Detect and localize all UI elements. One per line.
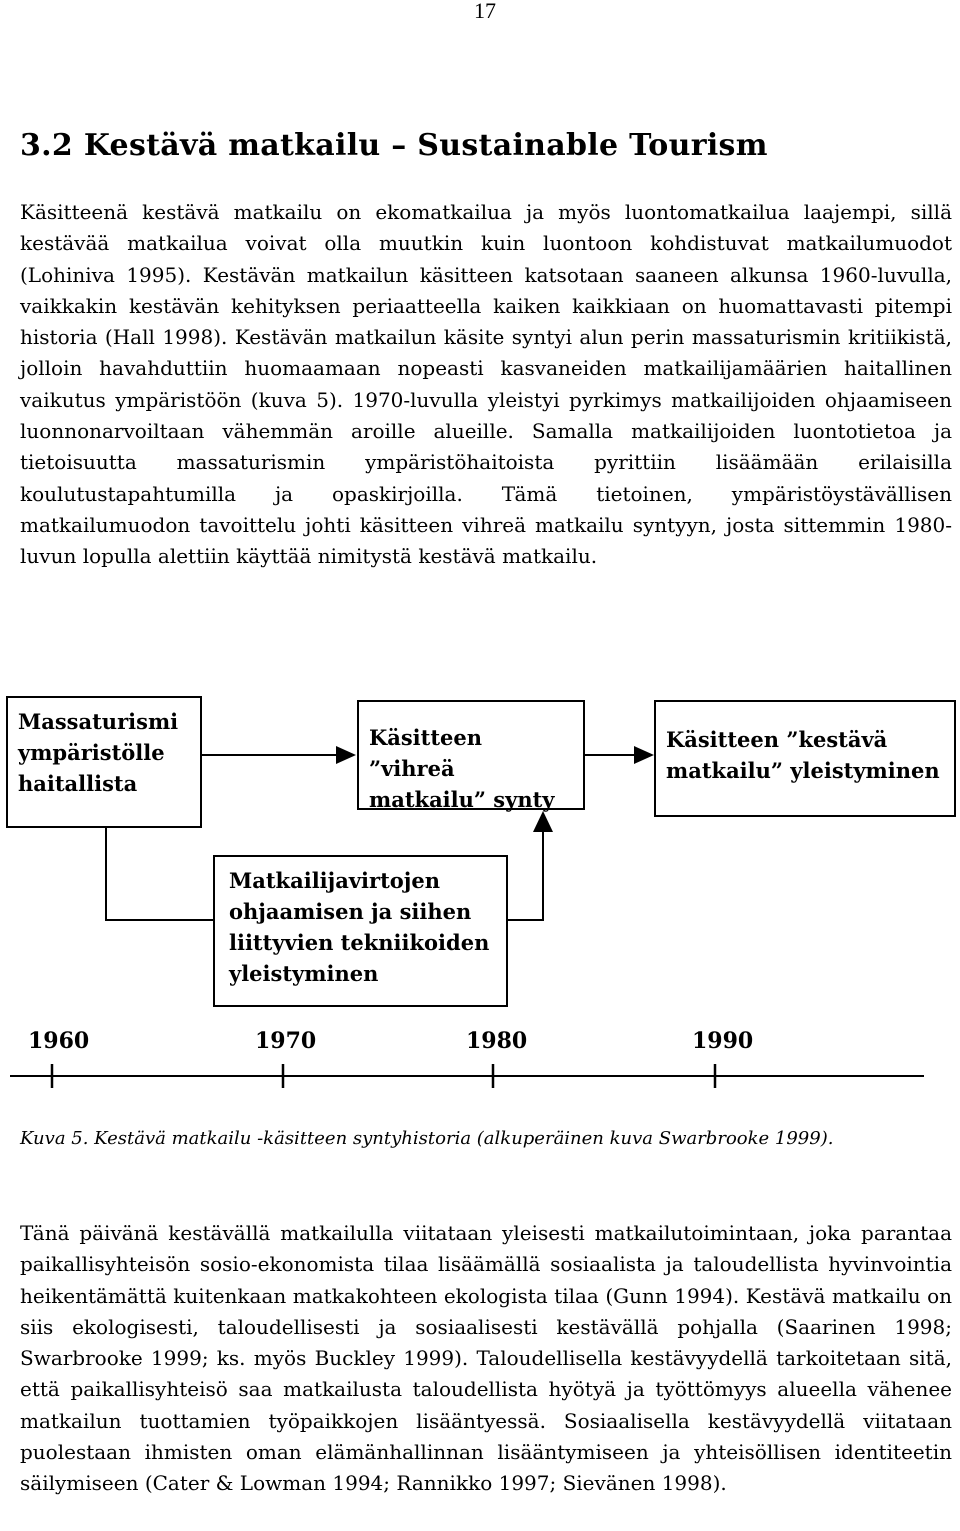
figure-caption: Kuva 5. Kestävä matkailu -käsitteen syntyhistoria (alkuperäinen kuva Swarbrooke 1999).	[20, 1128, 834, 1149]
box-vihrea-matkailu: Käsitteen ”vihreä matkailu” synty	[357, 700, 585, 810]
year-label-1970: 1970	[255, 1028, 317, 1054]
body-paragraph-1: Käsitteenä kestävä matkailu on ekomatkailua ja myös luontomatkailua laajempi, sillä kestävää matkailua voivat olla muutkin kuin luontoon kohdistuvat matkailumuodot (Lohiniva 1995). Kestävän matkailun käsitteen katsotaan saaneen alkunsa 1960-luvulla, vaikkakin kestävän kehityksen periaatteella kaiken kaikkiaan on huomattavasti pitempi historia (Hall 1998). Kestävän matkailun käsite syntyi alun perin massaturismin kritiikistä, jolloin havahduttiin huomaamaan nopeasti kasvaneiden matkailijamäärien haitallinen vaikutus ympäristöön (kuva 5). 1970-luvulla yleistyi pyrkimys matkailijoiden ohjaamiseen luonnonarvoiltaan vähemmän aroille alueille. Samalla matkailijoiden luontotietoa ja tietoisuutta massaturismin ympäristöhaitoista pyrittiin lisäämään erilaisilla koulutustapahtumilla ja opaskirjoilla. Tämä tietoinen, ympäristöystävällisen matkailumuodon tavoittelu johti käsitteen vihreä matkailu syntyyn, josta sittemmin 1980-luvun lopulla alettiin käyttää nimitystä kestävä matkailu.	[20, 200, 952, 569]
connector-left	[106, 828, 213, 920]
connector-right	[508, 832, 543, 920]
arrowhead-1	[336, 746, 356, 764]
year-label-1990: 1990	[692, 1028, 754, 1054]
box-kestava-matkailu: Käsitteen ”kestävä matkailu” yleistyminen	[654, 700, 956, 817]
box-matkailijavirtojen-ohjaus: Matkailijavirtojen ohjaamisen ja siihen liittyvien tekniikoiden yleistyminen	[213, 855, 508, 1007]
year-label-1960: 1960	[28, 1028, 90, 1054]
body-paragraph-2: Tänä päivänä kestävällä matkailulla viitataan yleisesti matkailutoimintaan, joka parantaa paikallisyhteisön sosio-ekonomista tilaa lisäämällä sosiaalista ja taloudellista hyvinvointia heikentämättä kuitenkaan matkakohteen ekologista tilaa (Gunn 1994). Kestävä matkailu on siis ekologisesti, taloudellisesti ja sosiaalisesti kestävällä pohjalla (Saarinen 1998; Swarbrooke 1999; ks. myös Buckley 1999). Taloudellisella kestävyydellä tarkoitetaan sitä, että paikallisyhteisö saa matkailusta taloudellista hyötyä ja työttömyys alueella vähenee matkailun tuottamien työpaikkojen lisääntyessä. Sosiaalisella kestävyydellä viitataan puolestaan ihmisten oman elämänhallinnan lisääntymiseen ja yhteisöllisen identiteetin säilymiseen (Cater & Lowman 1994; Rannikko 1997; Sievänen 1998).	[20, 1221, 952, 1496]
box-massaturismi: Massaturismi ympäristölle haitallista	[6, 696, 202, 828]
arrowhead-2	[634, 746, 654, 764]
page-number: 17	[474, 0, 496, 23]
year-label-1980: 1980	[466, 1028, 528, 1054]
section-heading: 3.2 Kestävä matkailu – Sustainable Tourism	[20, 128, 768, 163]
